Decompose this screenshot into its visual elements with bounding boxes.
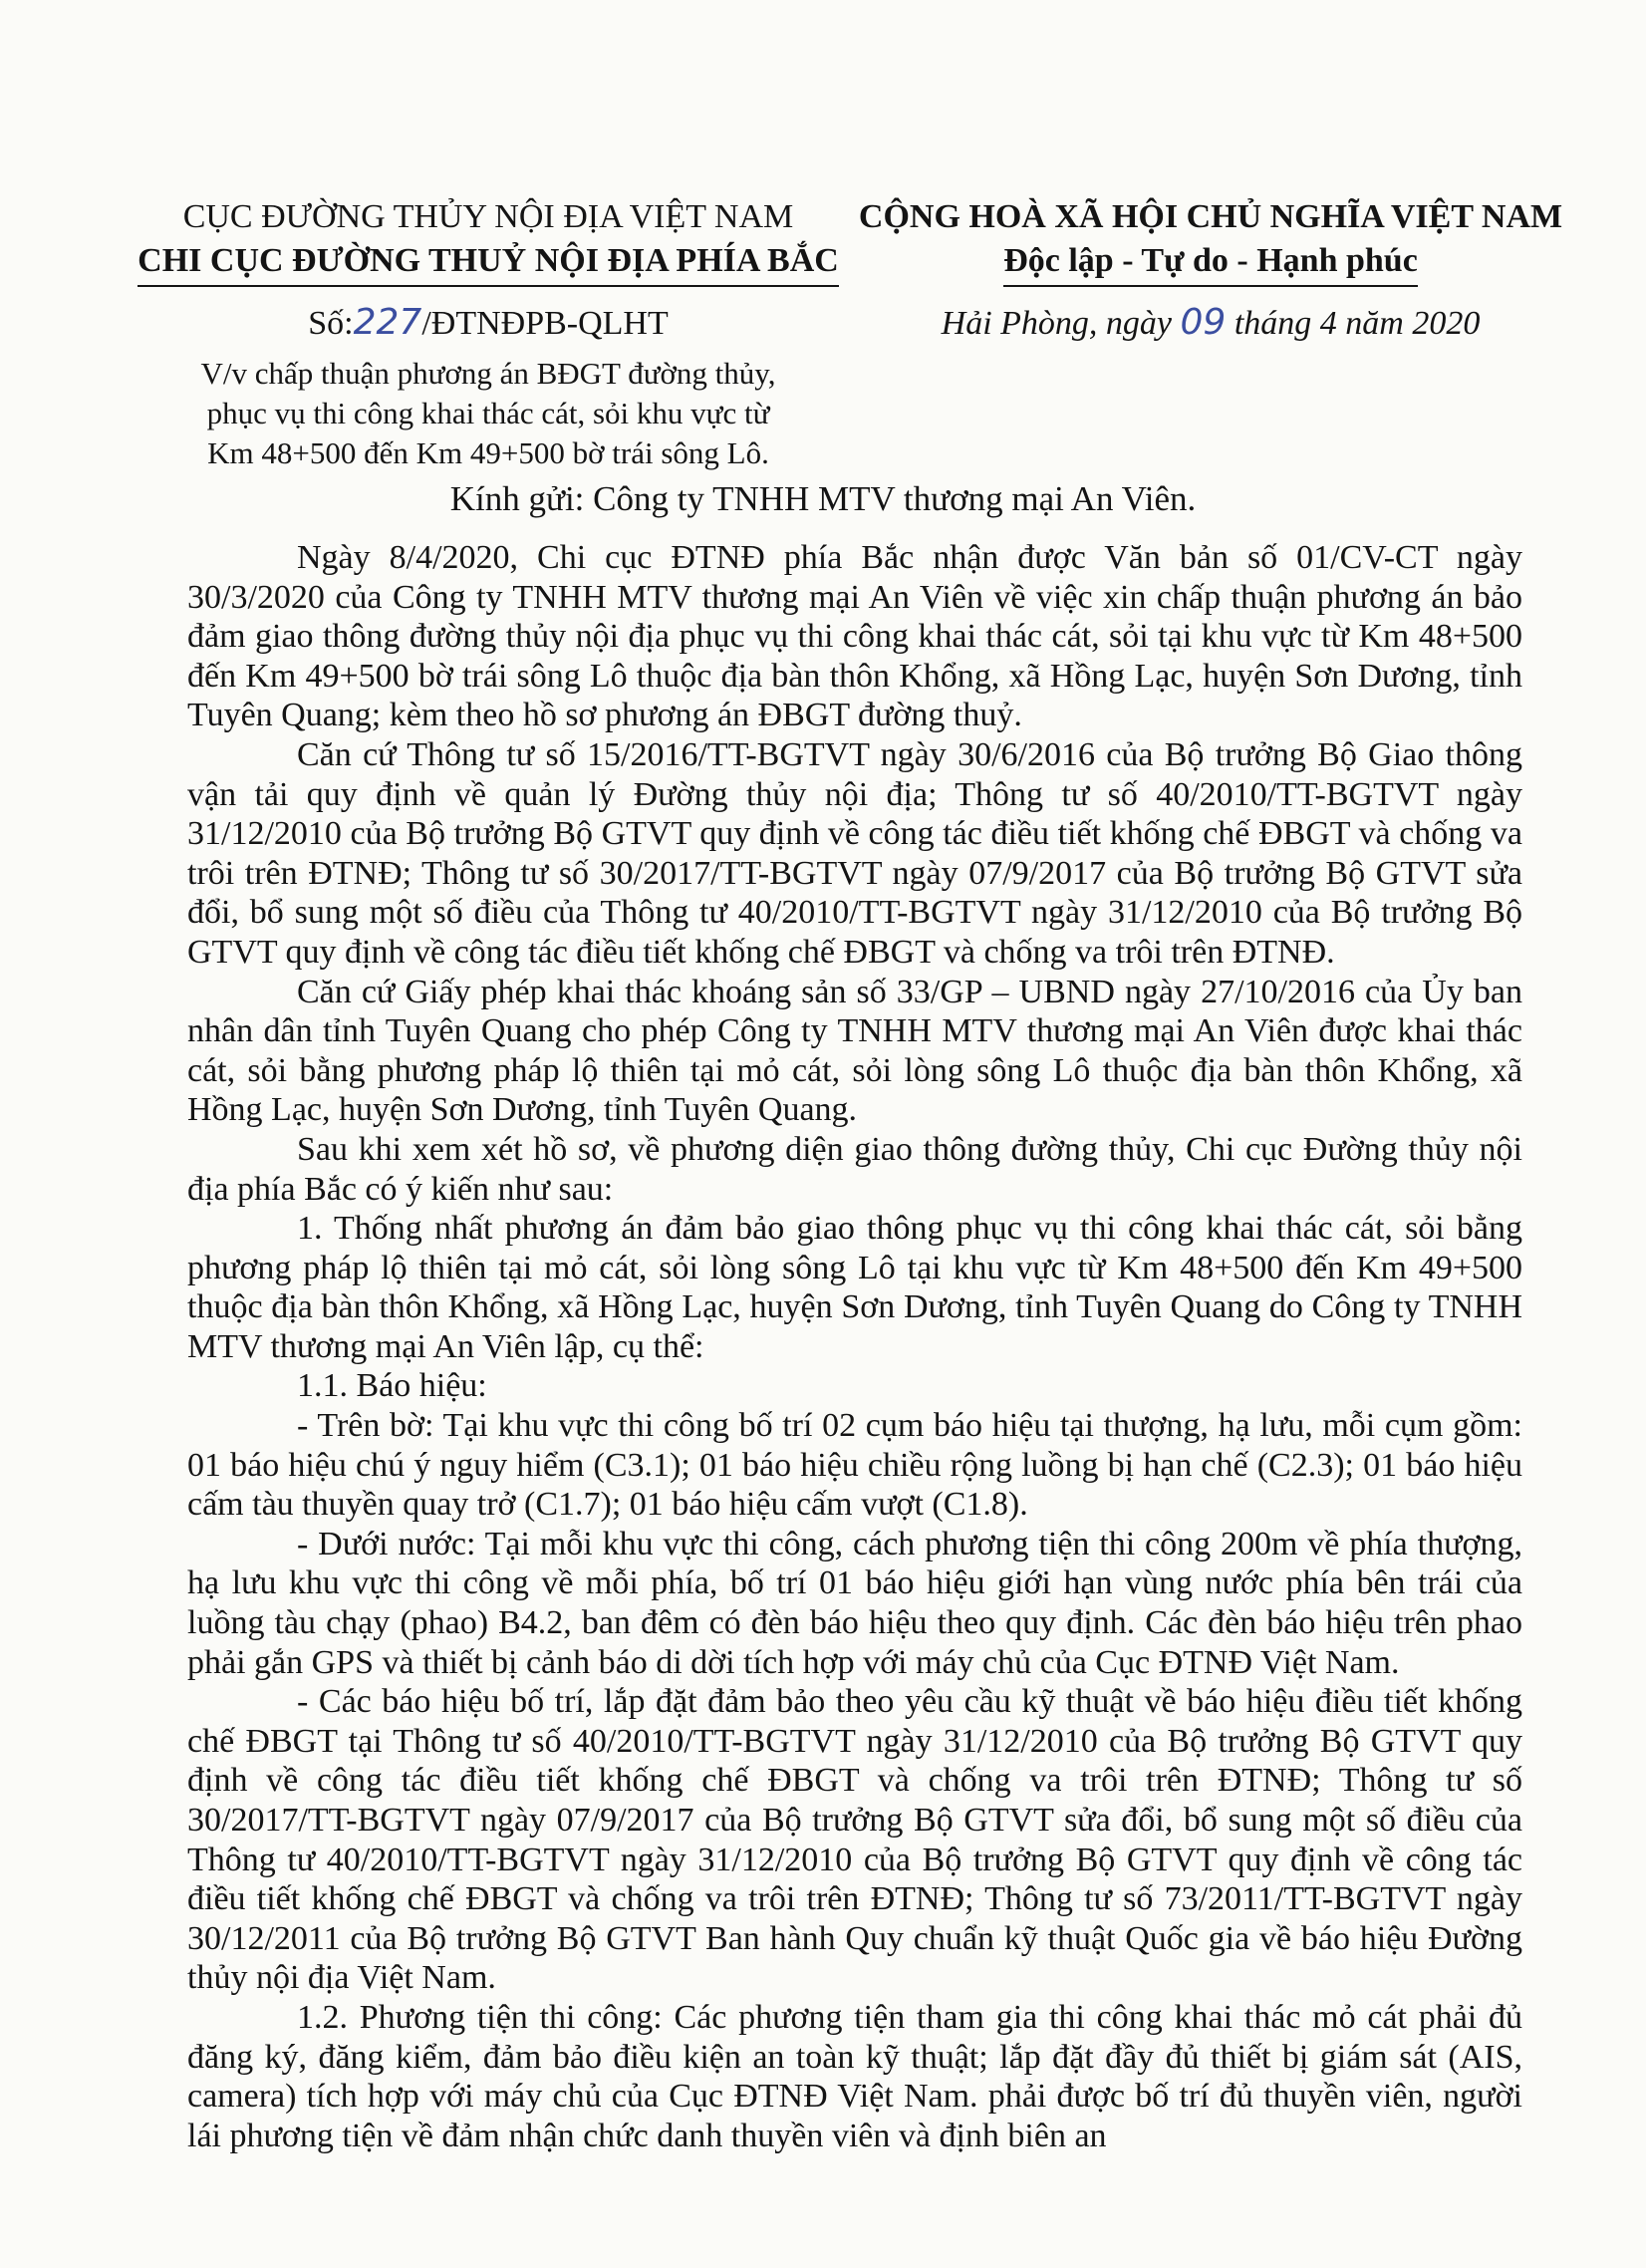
paragraph: 1.1. Báo hiệu:	[297, 1367, 487, 1405]
motto: Độc lập - Tự do - Hạnh phúc	[847, 239, 1574, 287]
branch-name: CHI CỤC ĐƯỜNG THUỶ NỘI ĐỊA PHÍA BẮC	[120, 239, 857, 287]
agency-name: CỤC ĐƯỜNG THỦY NỘI ĐỊA VIỆT NAM	[182, 198, 794, 235]
paragraph: 1. Thống nhất phương án đảm bảo giao thông phục vụ thi công khai thác cát, sỏi bằng phương pháp lộ thiên tại mỏ cát, sỏi lòng sông Lô tại khu vực từ Km 48+500 đến Km 49+500 thuộc địa bàn thôn Khổng, xã Hồng Lạc, huyện Sơn Dương, tỉnh Tuyên Quang do Công ty TNHH MTV thương mại An Viên lập, cụ thể:	[187, 1210, 1522, 1365]
paragraph: - Trên bờ: Tại khu vực thi công bố trí 02 cụm báo hiệu tại thượng, hạ lưu, mỗi cụm gồm: 01 báo hiệu chú ý nguy hiểm (C3.1); 01 báo hiệu chiều rộng luồng bị hạn chế (C2.3); 01 báo hiệu cấm tàu thuyền quay trở (C1.7); 01 báo hiệu cấm vượt (C1.8).	[187, 1407, 1522, 1524]
paragraph: - Dưới nước: Tại mỗi khu vực thi công, cách phương tiện thi công 200m về phía thượng, hạ lưu khu vực thi công về mỗi phía, bố trí 01 báo hiệu giới hạn vùng nước phía bên trái của luồng tàu chạy (phao) B4.2, ban đêm có đèn báo hiệu theo quy định. Các đèn báo hiệu trên phao phải gắn GPS và thiết bị cảnh báo di dời tích hợp với máy chủ của Cục ĐTNĐ Việt Nam.	[187, 1525, 1522, 1681]
paragraph: Sau khi xem xét hồ sơ, về phương diện giao thông đường thủy, Chi cục Đường thủy nội địa phía Bắc có ý kiến như sau:	[187, 1130, 1522, 1208]
paragraph: Căn cứ Thông tư số 15/2016/TT-BGTVT ngày 30/6/2016 của Bộ trưởng Bộ Giao thông vận tải quy định về quản lý Đường thủy nội địa; Thông tư số 40/2010/TT-BGTVT ngày 31/12/2010 của Bộ trưởng Bộ GTVT quy định về công tác điều tiết khống chế ĐBGT và chống va trôi trên ĐTNĐ; Thông tư số 30/2017/TT-BGTVT ngày 07/9/2017 của Bộ trưởng Bộ GTVT sửa đổi, bổ sung một số điều của Thông tư 40/2010/TT-BGTVT ngày 31/12/2010 của Bộ trưởng Bộ GTVT quy định về công tác điều tiết khống chế ĐBGT và chống va trôi trên ĐTNĐ.	[187, 735, 1522, 971]
country-name: CỘNG HOÀ XÃ HỘI CHỦ NGHĨA VIỆT NAM	[858, 198, 1563, 235]
subject-line: phục vụ thi công khai thác cát, sỏi khu vực từ	[206, 396, 770, 430]
paragraph: - Các báo hiệu bố trí, lắp đặt đảm bảo theo yêu cầu kỹ thuật về báo hiệu điều tiết khống chế ĐBGT tại Thông tư số 40/2010/TT-BGTVT ngày 31/12/2010 của Bộ trưởng Bộ GTVT quy định về công tác điều tiết khống chế ĐBGT và chống va trôi trên ĐTNĐ; Thông tư số 30/2017/TT-BGTVT ngày 07/9/2017 của Bộ trưởng Bộ GTVT sửa đổi, bổ sung một số điều của Thông tư 40/2010/TT-BGTVT ngày 31/12/2010 của Bộ trưởng Bộ GTVT quy định về công tác điều tiết khống chế ĐBGT và chống va trôi trên ĐTNĐ; Thông tư số 73/2011/TT-BGTVT ngày 30/12/2011 của Bộ trưởng Bộ GTVT Ban hành Quy chuẩn kỹ thuật Quốc gia về báo hiệu Đường thủy nội địa Việt Nam.	[187, 1683, 1522, 1997]
subject-line: V/v chấp thuận phương án BĐGT đường thủy,	[200, 356, 776, 391]
subject	[120, 354, 857, 473]
subject-line: Km 48+500 đến Km 49+500 bờ trái sông Lô.	[207, 435, 769, 470]
national-header	[847, 195, 1574, 346]
handwritten-day: 09	[1180, 302, 1227, 343]
handwritten-number: 227	[353, 302, 422, 343]
paragraph: Căn cứ Giấy phép khai thác khoáng sản số 33/GP – UBND ngày 27/10/2016 của Ủy ban nhân dân tỉnh Tuyên Quang cho phép Công ty TNHH MTV thương mại An Viên được khai thác cát, sỏi bằng phương pháp lộ thiên tại mỏ cát, sỏi lòng sông Lô thuộc địa bàn thôn Khổng, xã Hồng Lạc, huyện Sơn Dương, tỉnh Tuyên Quang.	[187, 973, 1522, 1129]
paragraph: 1.2. Phương tiện thi công: Các phương tiện tham gia thi công khai thác mỏ cát phải đủ đăng ký, đăng kiểm, đảm bảo điều kiện an toàn kỹ thuật; lắp đặt đầy đủ thiết bị giám sát (AIS, camera) tích hợp với máy chủ của Cục ĐTNĐ Việt Nam. phải được bố trí đủ thuyền viên, người lái phương tiện về đảm nhận chức danh thuyền viên và định biên an	[187, 1998, 1522, 2154]
document-number: Số:227/ĐTNĐPB-QLHT	[308, 302, 669, 343]
recipient: Kính gửi: Công ty TNHH MTV thương mại An Viên.	[449, 479, 1197, 518]
issuer-header	[120, 195, 857, 473]
document-body	[187, 538, 1522, 2155]
paragraph: Ngày 8/4/2020, Chi cục ĐTNĐ phía Bắc nhận được Văn bản số 01/CV-CT ngày 30/3/2020 của Công ty TNHH MTV thương mại An Viên về việc xin chấp thuận phương án bảo đảm giao thông đường thủy nội địa phục vụ thi công khai thác cát, sỏi tại khu vực từ Km 48+500 đến Km 49+500 bờ trái sông Lô thuộc địa bàn thôn Khổng, xã Hồng Lạc, huyện Sơn Dương, tỉnh Tuyên Quang; kèm theo hồ sơ phương án ĐBGT đường thuỷ.	[187, 539, 1522, 734]
issue-date: Hải Phòng, ngày 09 tháng 4 năm 2020	[941, 302, 1481, 343]
